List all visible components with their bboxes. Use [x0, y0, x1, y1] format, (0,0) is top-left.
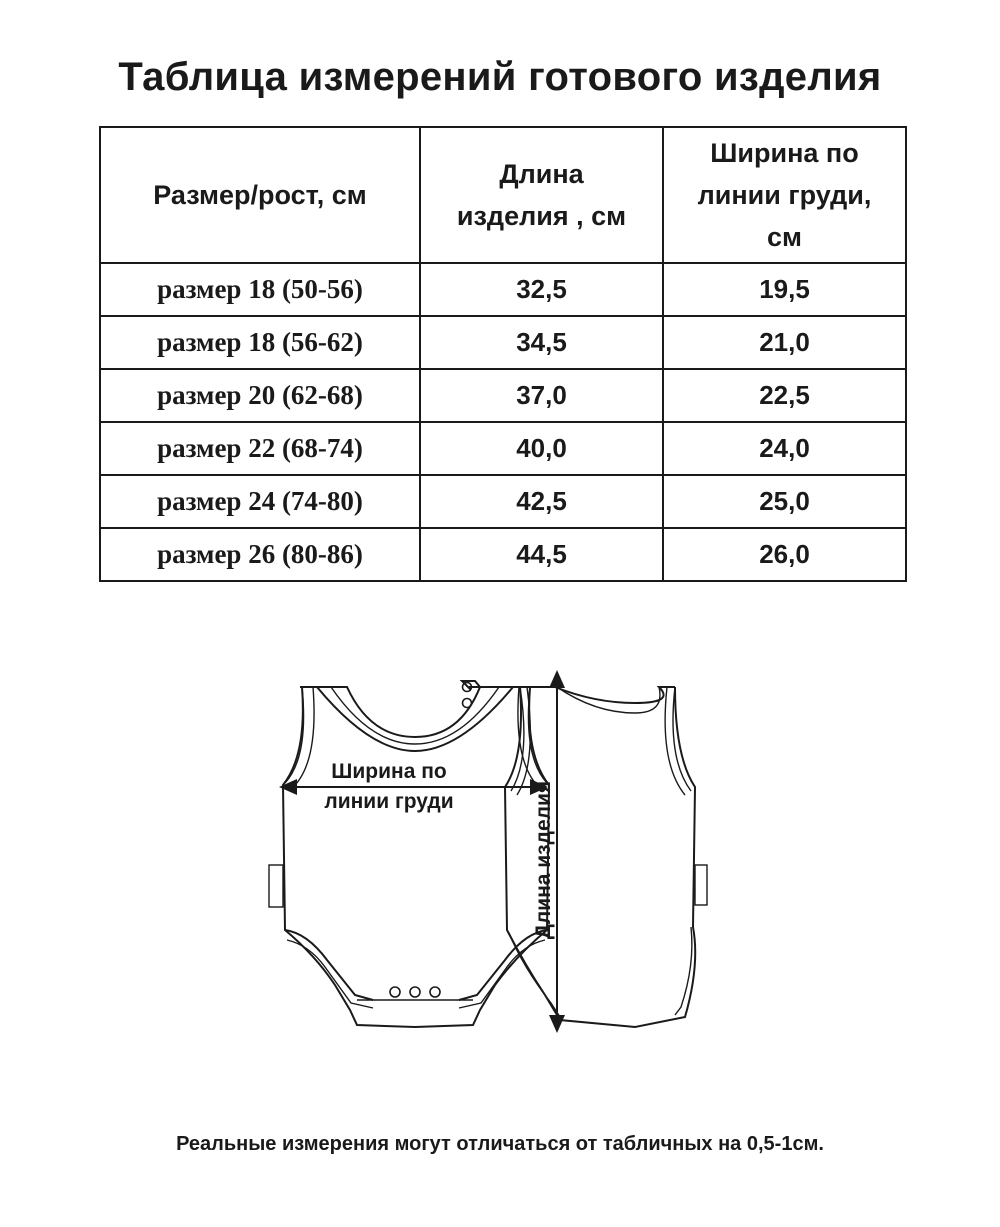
- table-row: [100, 475, 906, 528]
- header-width-line: линии груди,: [697, 180, 872, 210]
- width-cell: 24,0: [663, 422, 906, 475]
- header-width-line: Ширина по: [710, 138, 859, 168]
- size-cell: размер 24 (74-80): [100, 475, 420, 528]
- width-cell: 21,0: [663, 316, 906, 369]
- header-length-line: изделия , см: [456, 201, 627, 231]
- width-cell: 25,0: [663, 475, 906, 528]
- width-cell: 22,5: [663, 369, 906, 422]
- length-cell: 32,5: [420, 263, 663, 316]
- disclaimer-note: Реальные измерения могут отличаться от табличных на 0,5-1см.: [176, 1133, 824, 1155]
- table-row: [100, 263, 906, 316]
- length-cell: 34,5: [420, 316, 663, 369]
- size-cell: размер 26 (80-86): [100, 528, 420, 581]
- table-row: [100, 422, 906, 475]
- table-row: [100, 316, 906, 369]
- length-cell: 44,5: [420, 528, 663, 581]
- size-cell: размер 22 (68-74): [100, 422, 420, 475]
- size-cell: размер 18 (50-56): [100, 263, 420, 316]
- table-header-row: [100, 127, 906, 263]
- header-length: [420, 127, 663, 263]
- length-cell: 37,0: [420, 369, 663, 422]
- width-cell: 26,0: [663, 528, 906, 581]
- header-size: [100, 127, 420, 263]
- size-cell: размер 20 (62-68): [100, 369, 420, 422]
- size-cell: размер 18 (56-62): [100, 316, 420, 369]
- chest-width-label: линии груди: [324, 790, 454, 813]
- width-cell: 19,5: [663, 263, 906, 316]
- header-width-line: см: [767, 222, 802, 252]
- header-size-line: Размер/рост, см: [153, 180, 367, 210]
- size-table: [99, 126, 907, 582]
- chest-width-label: Ширина по: [331, 760, 447, 783]
- length-cell: 40,0: [420, 422, 663, 475]
- header-length-line: Длина: [499, 159, 584, 189]
- length-measure: [520, 670, 580, 1040]
- length-label: Длина изделия: [532, 780, 555, 940]
- length-cell: 42,5: [420, 475, 663, 528]
- page-title: Таблица измерений готового изделия: [118, 55, 882, 99]
- table-row: [100, 528, 906, 581]
- header-width: [663, 127, 906, 263]
- bodysuit-front: [269, 681, 549, 1027]
- bodysuit-diagram: [255, 665, 715, 1040]
- table-row: [100, 369, 906, 422]
